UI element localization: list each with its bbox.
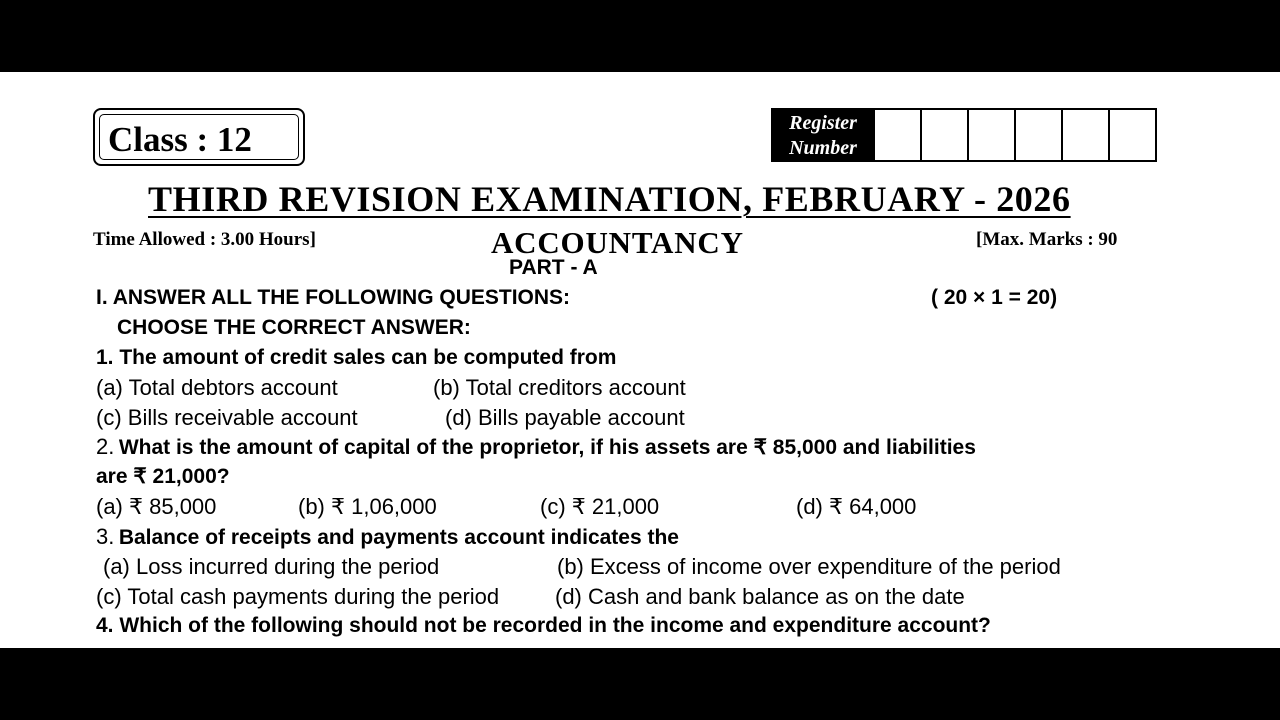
- question-3-option-c: (c) Total cash payments during the period: [96, 584, 500, 609]
- register-digit-cell: [873, 110, 920, 160]
- question-1-text: 1. The amount of credit sales can be computed from: [96, 346, 617, 369]
- part-label: PART - A: [509, 256, 598, 279]
- subject-title: ACCOUNTANCY: [491, 225, 744, 260]
- question-1-option-a: (a) Total debtors account: [96, 375, 338, 400]
- question-2-text-line-1: What is the amount of capital of the proprietor, if his assets are ₹ 85,000 and liabilities: [118, 436, 976, 459]
- question-1-option-b: (b) Total creditors account: [433, 375, 686, 400]
- question-2-option-d: (d) ₹ 64,000: [796, 494, 917, 519]
- section-sub-instruction: CHOOSE THE CORRECT ANSWER:: [117, 316, 471, 339]
- question-2-option-c: (c) ₹ 21,000: [540, 494, 660, 519]
- exam-title: THIRD REVISION EXAMINATION, FEBRUARY - 2026: [148, 179, 1071, 219]
- register-digit-cell: [1108, 110, 1155, 160]
- question-2-option-a: (a) ₹ 85,000: [96, 494, 217, 519]
- register-number-label: Register Number: [773, 110, 873, 160]
- question-1-option-c: (c) Bills receivable account: [96, 405, 358, 430]
- question-2-option-b: (b) ₹ 1,06,000: [298, 494, 437, 519]
- time-allowed: Time Allowed : 3.00 Hours]: [93, 229, 316, 250]
- max-marks: [Max. Marks : 90: [976, 229, 1118, 250]
- section-instruction: I. ANSWER ALL THE FOLLOWING QUESTIONS:: [96, 286, 571, 309]
- register-number-box: [771, 108, 1157, 162]
- class-label: Class : 12: [99, 114, 299, 160]
- register-digit-cell: [920, 110, 967, 160]
- register-digit-cell: [1014, 110, 1061, 160]
- question-3-option-b: (b) Excess of income over expenditure of the period: [557, 554, 1061, 579]
- question-2-text-line-2: are ₹ 21,000?: [96, 465, 230, 488]
- exam-paper: [0, 72, 1280, 648]
- question-1-option-d: (d) Bills payable account: [445, 405, 685, 430]
- question-3-text: Balance of receipts and payments account indicates the: [118, 526, 679, 549]
- question-3-option-d: (d) Cash and bank balance as on the date: [555, 584, 965, 609]
- section-marks: ( 20 × 1 = 20): [931, 286, 1058, 309]
- class-box: [93, 108, 305, 166]
- question-3-option-a: (a) Loss incurred during the period: [103, 554, 440, 579]
- register-digit-cell: [967, 110, 1014, 160]
- question-4-text: 4. Which of the following should not be recorded in the income and expenditure account?: [96, 614, 991, 637]
- question-2-line-1: [96, 434, 976, 460]
- question-3-line: [96, 524, 679, 550]
- question-2-number: 2.: [96, 434, 115, 459]
- register-digit-cell: [1061, 110, 1108, 160]
- question-3-number: 3.: [96, 524, 115, 549]
